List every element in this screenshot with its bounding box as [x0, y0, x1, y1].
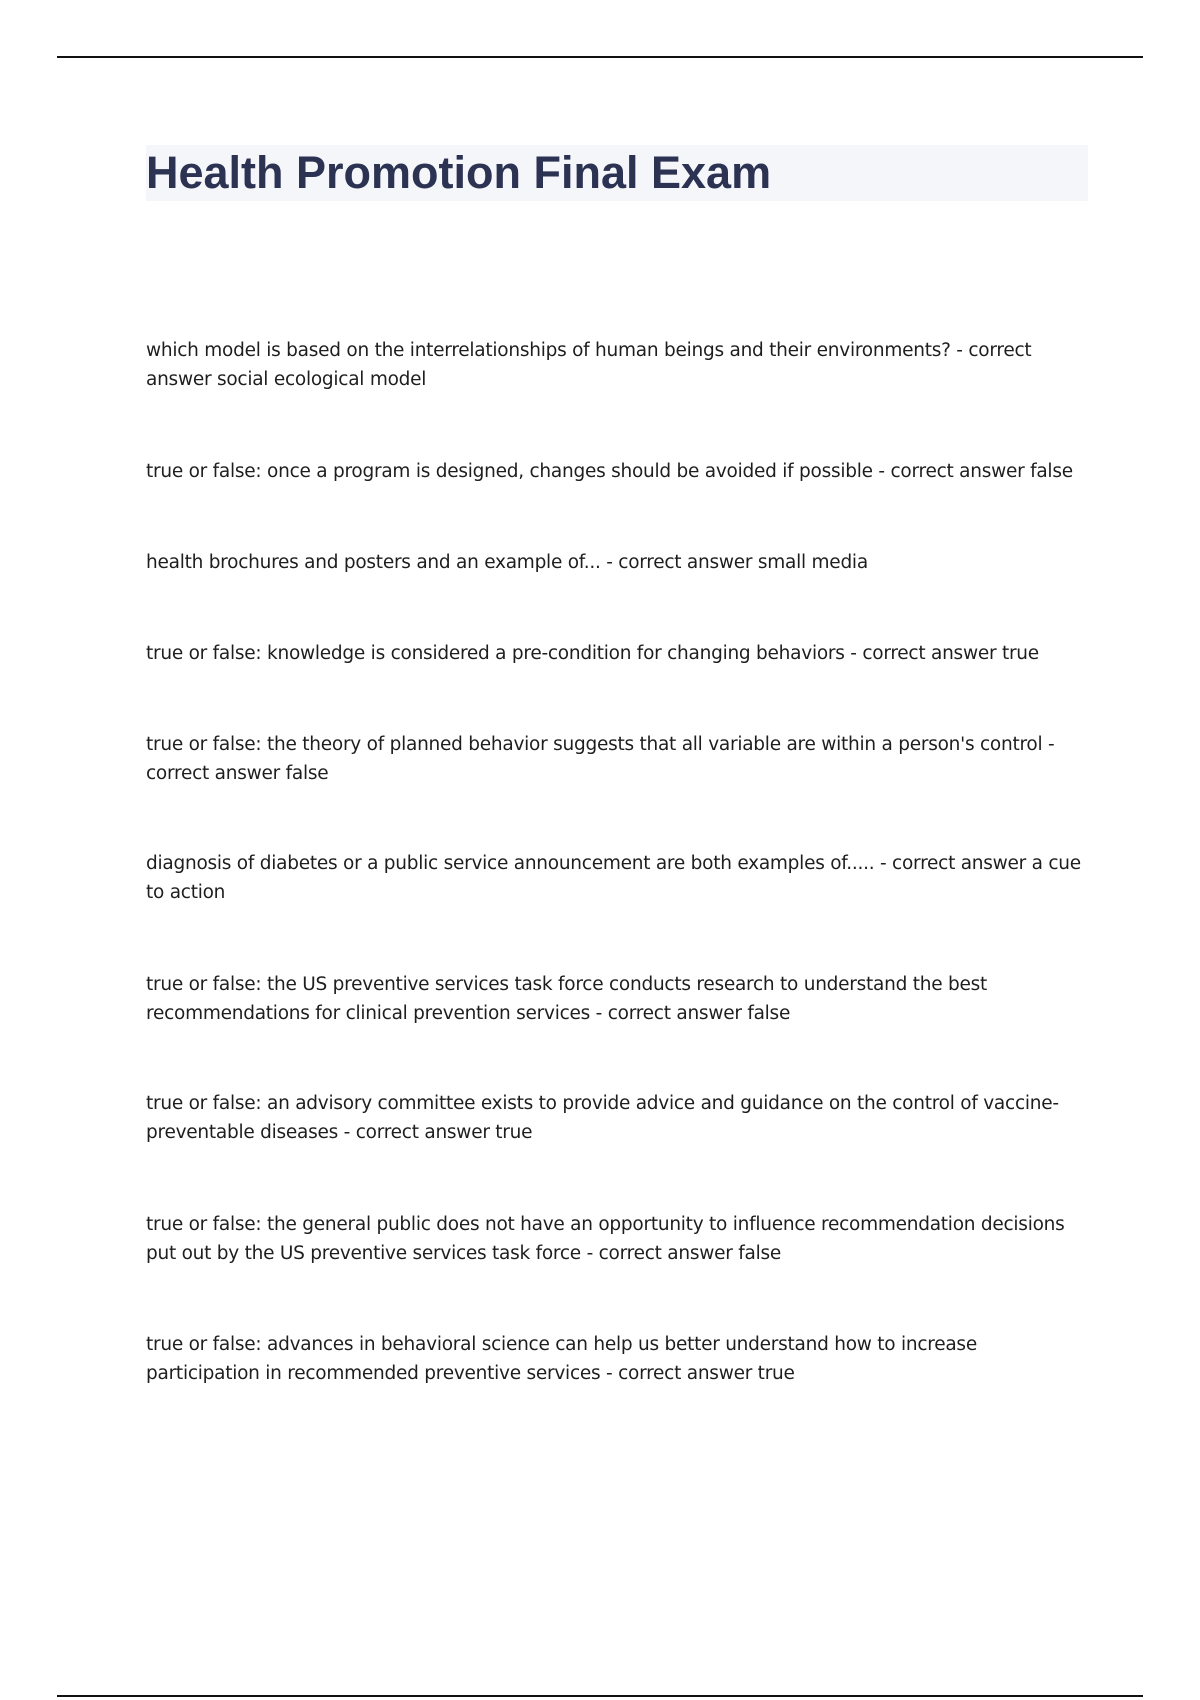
page-title: Health Promotion Final Exam: [146, 147, 772, 198]
qa-item: true or false: advances in behavioral science can help us better understand how to increase participation in recommended preventive services - correct answer true: [146, 1334, 977, 1384]
qa-item: diagnosis of diabetes or a public service announcement are both examples of..... - correct answer a cue to action: [146, 853, 1081, 903]
qa-item: true or false: an advisory committee exists to provide advice and guidance on the control of vaccine-preventable diseases - correct answer true: [146, 1093, 1059, 1143]
qa-item: true or false: the US preventive services task force conducts research to understand the best recommendations for clinical prevention services - correct answer false: [146, 974, 988, 1024]
top-rule: [57, 56, 1143, 58]
qa-item: true or false: knowledge is considered a pre-condition for changing behaviors - correct answer true: [146, 643, 1039, 664]
qa-item: health brochures and posters and an example of... - correct answer small media: [146, 552, 868, 573]
qa-item: true or false: once a program is designed, changes should be avoided if possible - correct answer false: [146, 461, 1073, 482]
qa-item: true or false: the theory of planned behavior suggests that all variable are within a person's control - correct answer false: [146, 734, 1055, 784]
qa-item: which model is based on the interrelationships of human beings and their environments? - correct answer social ecological model: [146, 340, 1032, 390]
bottom-rule: [57, 1695, 1143, 1697]
qa-item: true or false: the general public does not have an opportunity to influence recommendation decisions put out by the US preventive services task force - correct answer false: [146, 1214, 1065, 1264]
